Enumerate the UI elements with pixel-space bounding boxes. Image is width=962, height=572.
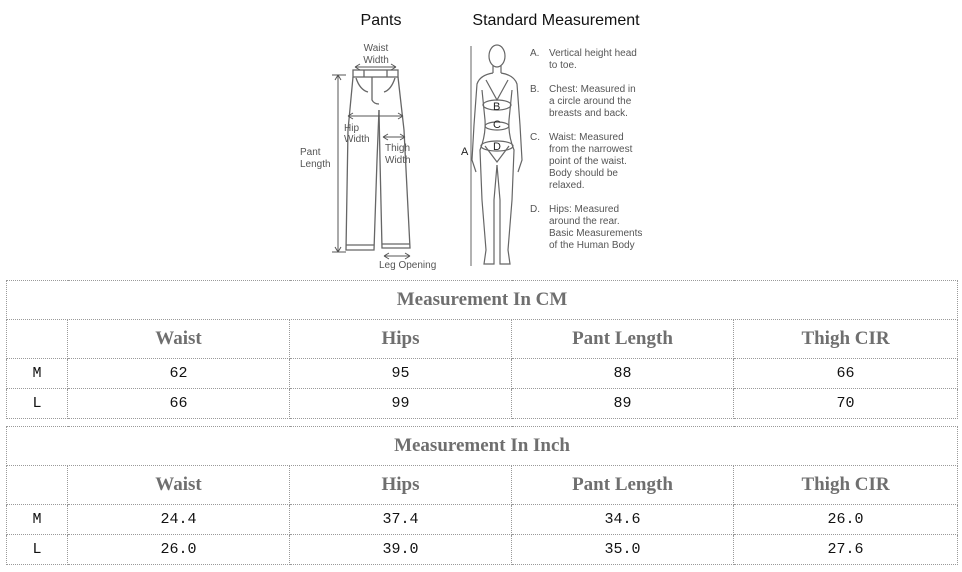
table-row: [7, 505, 958, 535]
thigh-width-label-line2: Width: [385, 155, 411, 166]
note-c-line3: point of the waist.: [549, 156, 627, 167]
note-a-line2: to toe.: [549, 60, 577, 71]
value-cell: 35.0: [512, 535, 734, 565]
note-c-line5: relaxed.: [549, 180, 585, 191]
header-cell: Hips: [290, 466, 512, 505]
size-table-cm: [6, 280, 958, 419]
note-d-key: D.: [530, 204, 540, 215]
value-cell: 88: [512, 359, 734, 389]
note-d-line3: Basic Measurements: [549, 228, 643, 239]
note-c-key: C.: [530, 132, 540, 143]
standard-measurement-title: Standard Measurement: [472, 12, 640, 29]
size-table-inch: [6, 426, 958, 565]
value-cell: 37.4: [290, 505, 512, 535]
note-b-key: B.: [530, 84, 540, 95]
measurement-notes: [530, 48, 642, 251]
note-b-line3: breasts and back.: [549, 108, 628, 119]
header-cell: [7, 466, 68, 505]
table-header-row: [7, 320, 958, 359]
header-cell: [7, 320, 68, 359]
marker-c: C: [493, 119, 501, 131]
note-a-key: A.: [530, 48, 540, 59]
leg-opening-label: Leg Opening: [379, 260, 437, 271]
table-header-row: [7, 466, 958, 505]
size-label-cell: L: [7, 389, 68, 419]
header-cell: Pant Length: [512, 320, 734, 359]
note-c-line2: from the narrowest: [549, 144, 633, 155]
value-cell: 89: [512, 389, 734, 419]
waist-width-label-line2: Width: [363, 55, 389, 66]
note-d-line4: of the Human Body: [549, 240, 635, 251]
value-cell: 62: [68, 359, 290, 389]
body-figure: [472, 45, 522, 264]
header-cell: Hips: [290, 320, 512, 359]
marker-d: D: [493, 141, 501, 153]
value-cell: 34.6: [512, 505, 734, 535]
size-label-cell: M: [7, 359, 68, 389]
value-cell: 26.0: [734, 505, 958, 535]
value-cell: 70: [734, 389, 958, 419]
table-title-row: [7, 281, 958, 320]
value-cell: 99: [290, 389, 512, 419]
table-row: [7, 535, 958, 565]
note-c-line1: Waist: Measured: [549, 132, 624, 143]
note-a-line1: Vertical height head: [549, 48, 637, 59]
body-markers: [461, 101, 501, 158]
value-cell: 95: [290, 359, 512, 389]
value-cell: 66: [734, 359, 958, 389]
marker-a: A: [461, 146, 469, 158]
size-label-cell: M: [7, 505, 68, 535]
note-d-line2: around the rear.: [549, 216, 620, 227]
hip-width-label-line1: Hip: [344, 123, 360, 134]
pants-title: Pants: [360, 12, 402, 29]
value-cell: 24.4: [68, 505, 290, 535]
waist-width-label-line1: Waist: [363, 43, 389, 54]
header-cell: Thigh CIR: [734, 320, 958, 359]
pant-length-label-line2: Length: [300, 159, 331, 170]
value-cell: 39.0: [290, 535, 512, 565]
table-row: [7, 389, 958, 419]
size-label-cell: L: [7, 535, 68, 565]
header-cell: Waist: [68, 320, 290, 359]
table-row: [7, 359, 958, 389]
value-cell: 66: [68, 389, 290, 419]
table-title: Measurement In Inch: [7, 427, 958, 466]
thigh-width-label-line1: Thigh: [385, 143, 411, 154]
header-cell: Thigh CIR: [734, 466, 958, 505]
value-cell: 26.0: [68, 535, 290, 565]
note-d-line1: Hips: Measured: [549, 204, 620, 215]
table-title-row: [7, 427, 958, 466]
marker-b: B: [493, 101, 501, 113]
pant-length-label-line1: Pant: [300, 147, 321, 158]
header-cell: Pant Length: [512, 466, 734, 505]
header-cell: Waist: [68, 466, 290, 505]
note-b-line2: a circle around the: [549, 96, 632, 107]
measurement-diagram: [0, 0, 962, 280]
note-b-line1: Chest: Measured in: [549, 84, 636, 95]
table-title: Measurement In CM: [7, 281, 958, 320]
note-c-line4: Body should be: [549, 168, 618, 179]
value-cell: 27.6: [734, 535, 958, 565]
hip-width-label-line2: Width: [344, 134, 370, 145]
